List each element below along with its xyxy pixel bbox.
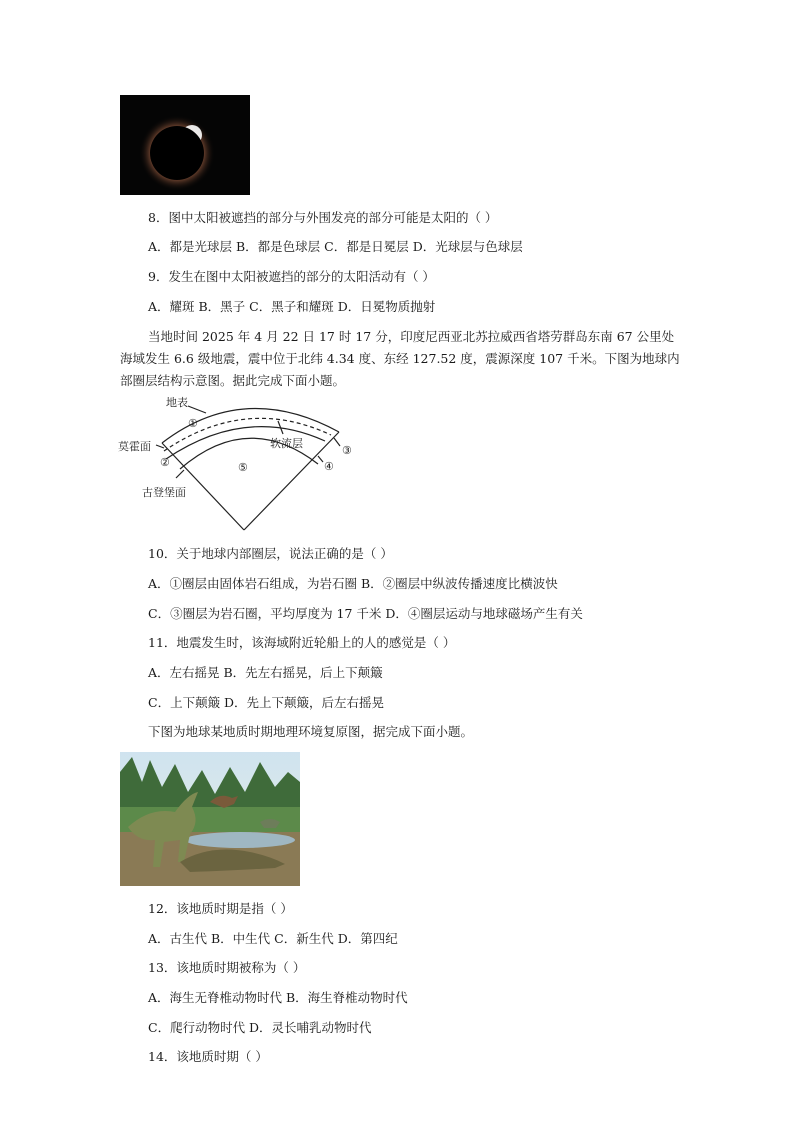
question-11-options-cd: C．上下颠簸 D．先上下颠簸，后左右摇晃	[148, 695, 385, 710]
solar-eclipse-image	[120, 95, 250, 195]
passage-geologic-period: 下图为地球某地质时期地理环境复原图，据完成下面小题。	[148, 724, 474, 739]
label-gutenberg: 古登堡面	[142, 486, 186, 499]
question-8-stem: 8．图中太阳被遮挡的部分与外围发亮的部分可能是太阳的（ ）	[148, 210, 498, 225]
layer-number-5: ⑤	[238, 461, 248, 474]
earth-interior-diagram	[118, 390, 368, 535]
question-10-options-cd: C．③圈层为岩石圈，平均厚度为 17 千米 D．④圈层运动与地球磁场产生有关	[148, 606, 583, 621]
question-12-stem: 12．该地质时期是指（ ）	[148, 901, 293, 916]
question-13-options-cd: C．爬行动物时代 D．灵长哺乳动物时代	[148, 1020, 372, 1035]
question-14-stem: 14．该地质时期（ ）	[148, 1049, 268, 1064]
mesozoic-reconstruction-image	[120, 752, 300, 886]
question-13-stem: 13．该地质时期被称为（ ）	[148, 960, 306, 975]
question-8-options: A．都是光球层 B．都是色球层 C．都是日冕层 D．光球层与色球层	[148, 239, 523, 254]
label-surface: 地表	[166, 396, 188, 409]
label-moho: 莫霍面	[118, 440, 151, 453]
label-asthenosphere: 软流层	[270, 437, 303, 450]
question-10-stem: 10．关于地球内部圈层，说法正确的是（ ）	[148, 546, 393, 561]
question-11-options-ab: A．左右摇晃 B．先左右摇晃，后上下颠簸	[148, 665, 383, 680]
layer-number-4: ④	[324, 460, 334, 473]
question-9-stem: 9．发生在图中太阳被遮挡的部分的太阳活动有（ ）	[148, 269, 435, 284]
question-11-stem: 11．地震发生时，该海域附近轮船上的人的感觉是（ ）	[148, 635, 456, 650]
layer-number-3: ③	[342, 444, 352, 457]
question-10-options-ab: A．①圈层由固体岩石组成，为岩石圈 B．②圈层中纵波传播速度比横波快	[148, 576, 558, 591]
passage-earthquake: 当地时间 2025 年 4 月 22 日 17 时 17 分，印度尼西亚北苏拉威西省塔劳群岛东南 67 公里处海域发生 6.6 级地震，震中位于北纬 4.34 度、东经 127.52 度，震源深度 107 千米。下图为地球内部圈层结构示意图。据此完成下面小题。	[120, 329, 680, 388]
layer-number-1: ①	[188, 417, 198, 430]
question-9-options: A．耀斑 B．黑子 C．黑子和耀斑 D．日冕物质抛射	[148, 299, 436, 314]
question-12-options: A．古生代 B．中生代 C．新生代 D．第四纪	[148, 931, 398, 946]
question-13-options-ab: A．海生无脊椎动物时代 B．海生脊椎动物时代	[148, 990, 408, 1005]
layer-number-2: ②	[160, 456, 170, 469]
